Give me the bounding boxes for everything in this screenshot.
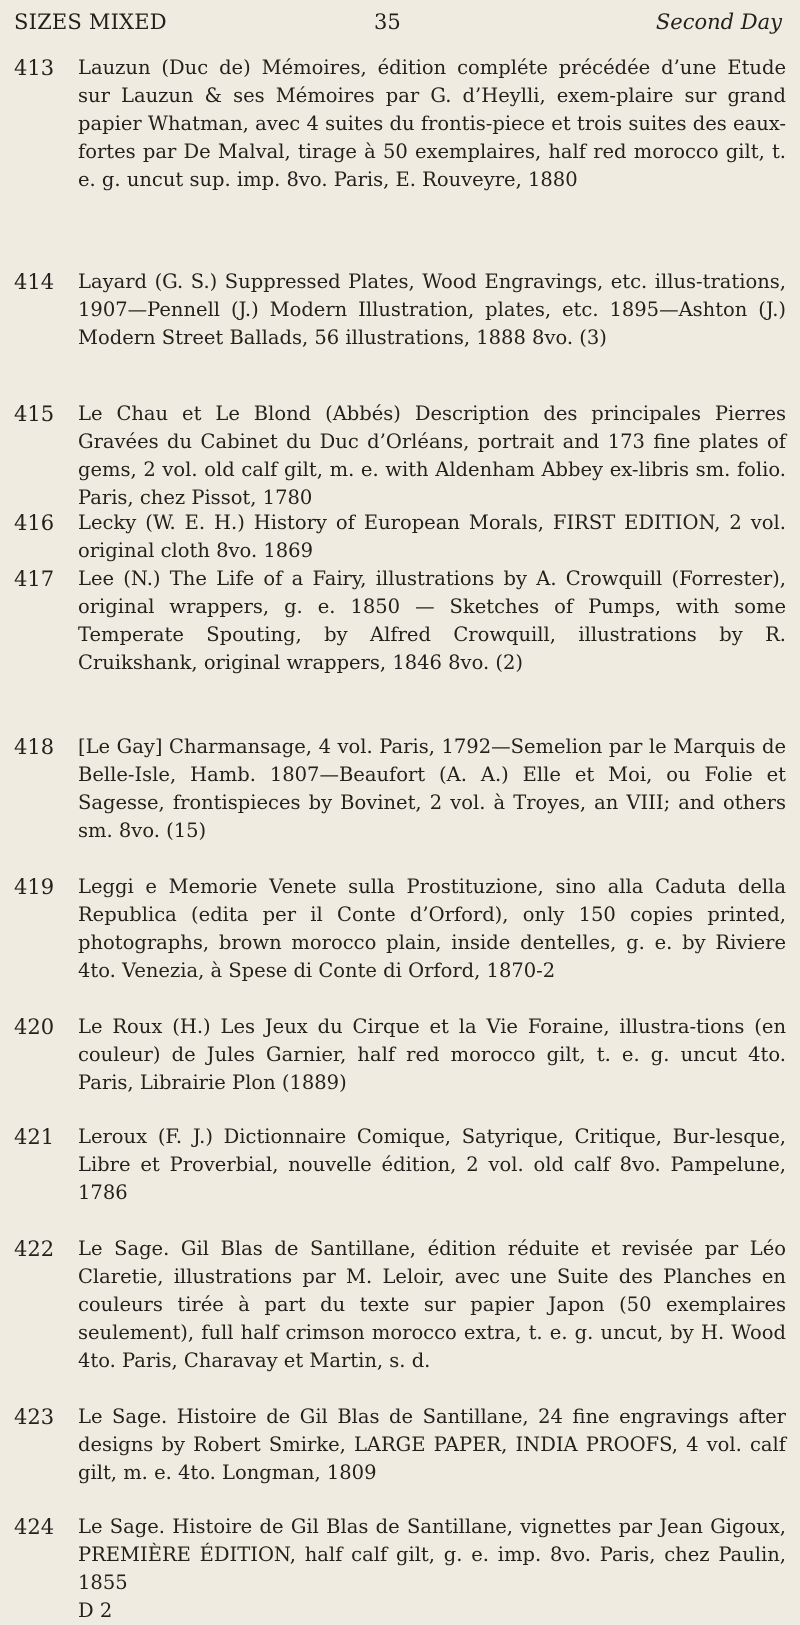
lot-description: Leggi e Memorie Venete sulla Prostituzione, sino alla Caduta della Republica (edita per il Conte d’Orford), only 150 copies printed, photographs, brown morocco plain, inside dentelles, g. e. by Riviere 4to. Venezia, à Spese di Conte di Orford, 1870-2	[78, 875, 786, 982]
lot-description: Lauzun (Duc de) Mémoires, édition compléte précédée d’une Etude sur Lauzun & ses Mémoires par G. d’Heylli, exem-plaire sur grand papier Whatman, avec 4 suites du frontis-piece et trois suites des eaux-fortes par De Malval, tirage à 50 exemplaires, half red morocco gilt, t. e. g. uncut sup. imp. 8vo. Paris, E. Rouveyre, 1880	[78, 56, 786, 191]
header-sizes: SIZES MIXED	[14, 10, 167, 34]
lot-entry	[14, 268, 786, 400]
lot-description-text: Le Sage. Histoire de Gil Blas de Santillane, vignettes par Jean Gigoux, PREMIÈRE ÉDITION, half calf gilt, g. e. imp. 8vo. Paris, chez Paulin, 1855	[78, 1515, 786, 1594]
lot-description: Le Sage. Histoire de Gil Blas de Santillane, 24 fine engravings after designs by Robert Smirke, LARGE PAPER, INDIA PROOFS, 4 vol. calf gilt, m. e. 4to. Longman, 1809	[78, 1405, 786, 1484]
lot-number: 420	[14, 1015, 55, 1039]
lot-description: Le Chau et Le Blond (Abbés) Description des principales Pierres Gravées du Cabinet du Duc d’Orléans, portrait and 173 fine plates of gems, 2 vol. old calf gilt, m. e. with Aldenham Abbey ex-libris sm. folio. Paris, chez Pissot, 1780	[78, 402, 786, 509]
lot-number: 423	[14, 1405, 55, 1429]
lot-entry	[14, 565, 786, 733]
lot-description: Le Sage. Gil Blas de Santillane, édition réduite et revisée par Léo Claretie, illustrations par M. Leloir, avec une Suite des Planches en couleurs tirée à part du texte sur papier Japon (50 exemplaires seulement), full half crimson morocco extra, t. e. g. uncut, by H. Wood 4to. Paris, Charavay et Martin, s. d.	[78, 1237, 786, 1372]
lot-number: 419	[14, 875, 55, 899]
page-number: 35	[374, 10, 401, 34]
lot-entry	[14, 733, 786, 873]
lot-description: Lee (N.) The Life of a Fairy, illustrations by A. Crowquill (Forrester), original wrappers, g. e. 1850 — Sketches of Pumps, with some Temperate Spouting, by Alfred Crowquill, illustrations by R. Cruikshank, original wrappers, 1846 8vo. (2)	[78, 567, 786, 674]
header-day: Second Day	[655, 10, 782, 34]
lot-description: Lecky (W. E. H.) History of European Morals, FIRST EDITION, 2 vol. original cloth 8vo. 1869	[78, 511, 786, 562]
lot-number: 422	[14, 1237, 55, 1261]
lot-entry	[14, 1013, 786, 1123]
lot-entry	[14, 54, 786, 268]
running-header	[14, 10, 782, 40]
lot-entry	[14, 1513, 786, 1625]
lot-number: 417	[14, 567, 55, 591]
lot-number: 413	[14, 56, 55, 80]
lot-number: 414	[14, 270, 55, 294]
lot-list	[14, 54, 786, 1625]
lot-number: 421	[14, 1125, 55, 1149]
signature-mark: D 2	[78, 1599, 113, 1622]
lot-entry	[14, 400, 786, 509]
lot-number: 418	[14, 735, 55, 759]
lot-entry	[14, 509, 786, 565]
lot-entry	[14, 1123, 786, 1235]
lot-entry	[14, 873, 786, 1013]
lot-entry	[14, 1235, 786, 1403]
lot-number: 416	[14, 511, 55, 535]
lot-description: Leroux (F. J.) Dictionnaire Comique, Satyrique, Critique, Bur-lesque, Libre et Proverbial, nouvelle édition, 2 vol. old calf 8vo. Pampelune, 1786	[78, 1125, 786, 1204]
lot-description	[78, 1513, 786, 1625]
lot-description: Le Roux (H.) Les Jeux du Cirque et la Vie Foraine, illustra-tions (en couleur) de Jules Garnier, half red morocco gilt, t. e. g. uncut 4to. Paris, Librairie Plon (1889)	[78, 1015, 786, 1094]
lot-number: 424	[14, 1515, 55, 1539]
lot-number: 415	[14, 402, 55, 426]
lot-description: Layard (G. S.) Suppressed Plates, Wood Engravings, etc. illus-trations, 1907—Pennell (J.) Modern Illustration, plates, etc. 1895—Ashton (J.) Modern Street Ballads, 56 illustrations, 1888 8vo. (3)	[78, 270, 786, 349]
lot-entry	[14, 1403, 786, 1513]
lot-description: [Le Gay] Charmansage, 4 vol. Paris, 1792—Semelion par le Marquis de Belle-Isle, Hamb. 1807—Beaufort (A. A.) Elle et Moi, ou Folie et Sagesse, frontispieces by Bovinet, 2 vol. à Troyes, an VIII; and others sm. 8vo. (15)	[78, 735, 786, 842]
